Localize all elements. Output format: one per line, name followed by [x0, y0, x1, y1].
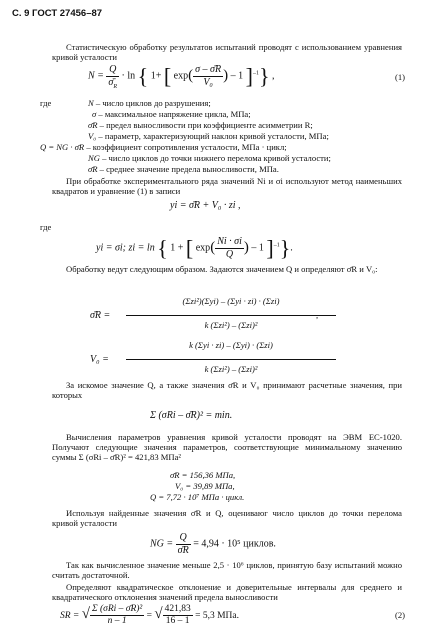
definition-item: Q = NG · σ̄R – коэффициент сопротивления усталости, МПа · цикл;	[40, 142, 287, 152]
eq8-rhs: = 5,3 МПа.	[195, 610, 239, 621]
paragraph-base: Так как вычисленное значение меньше 2,5 · 10⁶ циклов, принятую базу испытаний можно считать достаточной.	[52, 560, 402, 581]
eq3-tail: – 1	[251, 242, 264, 254]
eq3-inner-num: Ni · σi	[217, 236, 242, 247]
paragraph-ng: Используя найденные значения σ̄R и Q, оцениваюг число циклов до точки перелома кривой усталости	[52, 508, 402, 529]
equation-8: SR = √ $\frac{\text{Σ (σRi – σ̄R)²}}{n - 1}$ = √ $\frac{421,83}{16 - 1}$ = 5,3 МПа.	[60, 604, 239, 627]
eq5-denominator: k (Σzi²) – (Σzi)²	[204, 364, 258, 374]
paragraph-selection: За искомое значение Q, а также значения σ̄R и V₀ принимают расчетные значения, при которых	[52, 380, 402, 401]
definition-item: V₀ – параметр, характеризующий наклон кривой усталости, МПа;	[88, 131, 329, 141]
eq3-left: yi = σi; zi = ln	[96, 242, 155, 254]
eq4-fraction-bar	[126, 315, 336, 316]
eq4-denominator: k (Σzi²) – (Σzi)²	[204, 320, 258, 330]
eq1-power: –1	[252, 70, 259, 77]
definition-item: N – число циклов до разрушения;	[88, 98, 211, 108]
paragraph-processing: При обработке экспериментального ряда значений Ni и σi используют метод наименьших квадратов и уравнение (1) в записи	[52, 176, 402, 197]
equation-2: yi = σ̄R + V₀ · zi ,	[170, 200, 241, 211]
equation-1-number: (1)	[394, 72, 405, 82]
definition-item: σ – максимальное напряжение цикла, МПа;	[92, 109, 251, 119]
eq1-mid: · ln	[121, 70, 136, 82]
definition-item: NG – число циклов до точки нижнего перелома кривой усталости;	[88, 153, 331, 163]
definition-item: σ̄R – среднее значение предела выносливости, МПа.	[88, 164, 279, 174]
equation-7	[150, 532, 276, 557]
paragraph-computation: Вычисления параметров уравнения кривой усталости проводят на ЭВМ ЕС-1020. Получают следующие значения параметров, соответствующие минимальному значению суммы Σ (σRi – σ̄R)² = 421,83 МПа²	[52, 432, 402, 463]
eq4-numerator: (Σzi²)(Σyi) – (Σyi · zi) · (Σzi)	[182, 296, 280, 306]
eq8-num1: Σ (σRi – σ̄R)²	[91, 604, 143, 614]
paragraph-deviation: Определяют квадратическое отклонение и доверительные интервалы для среднего и квадратического отклонения значений предела выносливости	[52, 582, 402, 603]
document-page: С. 9 ГОСТ 27456–87 Статистическую обработку результатов испытаний проводят с использованием уравнения кривой усталости N = $\frac{Q}{\sigmā_R}$ · ln { 1+ [ exp( $\frac{\sigma - \sigmāR}{\text{V₀}}$ ) – 1 ]$^{-1}$} , (1) где N – число циклов до разрушения; σ – максимальное напряжение цикла, МПа; σ̄R – предел выносливости при коэффициенте асимметрии R; V₀ – параметр, характеризующий наклон кривой усталости, МПа; Q = NG · σ̄R – коэффициент сопротивления усталости, МПа · цикл; NG – число циклов до точки нижнего перелома кривой усталости; σ̄R – среднее значение предела выносливости, МПа. При обработке экспериментального ряда значений Ni и σi используют метод наименьших квадратов и уравнение (1) в записи yi = σ̄R + V₀ · zi , где yi = σi; zi = ln { 1 + [ exp( $\frac{Ni \cdot \sigma i}{Q}$ ) – 1 ]$^{-1}$}. Обработку ведут следующим образом. Задаются значением Q и определяют σ̄R и V₀: σ̄R = (Σzi²)(Σyi) – (Σyi · zi) · (Σzi) k (Σzi²) – (Σzi)² , V₀ = k (Σyi · zi) – (Σyi) · (Σzi) k (Σzi²) – (Σzi)² За искомое значение Q, а также значения σ̄R и V₀ принимают расчетные значения, при которых Σ (σRi – σ̄R)² = min. Вычисления параметров уравнения кривой усталости проводят на ЭВМ ЕС-1020. Получают следующие значения параметров, соответствующие минимальному значению суммы Σ (σRi – σ̄R)² = 421,83 МПа² σ̄R = 156,36 МПа, V₀ = 39,89 МПа, Q = 7,72 · 10⁷ МПа · цикл. Используя найденные значения σ̄R и Q, оцениваюг число циклов до точки перелома кривой усталости NG = $\frac{Q}{\sigmāR}$ = 4,94 · 10⁵ циклов. Так как вычисленное значение меньше 2,5 · 10⁶ циклов, принятую базу испытаний можно считать достаточной. Определяют квадратическое отклонение и доверительные интервалы для среднего и квадратического отклонения значений предела выносливости SR = √ $\frac{\text{Σ (σRi – σ̄R)²}}{n - 1}$ = √ $\frac{421,83}{16 - 1}$ = 5,3 МПа. (2)	[12, 8, 405, 627]
eq4-lhs: σ̄R =	[90, 310, 111, 321]
eq5-fraction-bar	[126, 359, 336, 360]
eq1-lhs: N =	[88, 70, 104, 82]
result-v0: V₀ = 39,89 МПа,	[175, 481, 235, 491]
paragraph-intro: Статистическую обработку результатов испытаний проводят с использованием уравнения кривой усталости	[52, 42, 402, 63]
eq7-num: Q	[179, 532, 187, 543]
eq7-den: σ̄R	[177, 544, 189, 556]
eq1-inner-den: V₀	[193, 76, 223, 89]
eq8-num2: 421,83	[164, 604, 191, 614]
equation-6: Σ (σRi – σ̄R)² = min.	[150, 410, 233, 421]
definition-item: σ̄R – предел выносливости при коэффициенте асимметрии R;	[88, 120, 313, 130]
eq8-den2: 16 – 1	[163, 615, 193, 627]
eq1-num: Q	[109, 64, 117, 75]
eq1-tail: – 1	[230, 70, 244, 82]
where-label: где	[40, 98, 52, 108]
result-sigma: σ̄R = 156,36 МПа,	[170, 470, 236, 480]
eq1-exp: exp	[173, 70, 189, 82]
eq3-power: –1	[273, 242, 280, 249]
eq5-lhs: V₀ =	[90, 354, 109, 365]
result-q: Q = 7,72 · 10⁷ МПа · цикл.	[150, 492, 245, 502]
where-label-2: где	[40, 222, 52, 232]
eq1-den: σ̄	[108, 76, 114, 88]
equation-3: yi = σi; zi = ln { 1 + [ exp( $\frac{Ni \cdot \sigma i}{Q}$ ) – 1 ]$^{-1}$}.	[96, 235, 293, 261]
eq1-inner-num: σ – σ̄R	[195, 64, 222, 75]
eq8-lhs: SR =	[60, 610, 80, 621]
paragraph-procedure: Обработку ведут следующим образом. Задаются значением Q и определяют σ̄R и V₀:	[66, 264, 378, 274]
page-header: С. 9 ГОСТ 27456–87	[12, 8, 103, 19]
eq8-den1: n – 1	[90, 615, 144, 627]
eq3-inner-den: Q	[215, 248, 244, 261]
equation-1: N = $\frac{Q}{\sigmā_R}$ · ln { 1+ [ exp( $\frac{\sigma - \sigmāR}{\text{V₀}}$ ) – 1 ]$^{-1}$} ,	[88, 63, 275, 90]
equation-2-number: (2)	[394, 610, 405, 620]
eq7-rhs: = 4,94 · 10⁵ циклов.	[193, 538, 276, 550]
eq7-lhs: NG =	[150, 538, 174, 550]
eq5-numerator: k (Σyi · zi) – (Σyi) · (Σzi)	[189, 340, 273, 350]
